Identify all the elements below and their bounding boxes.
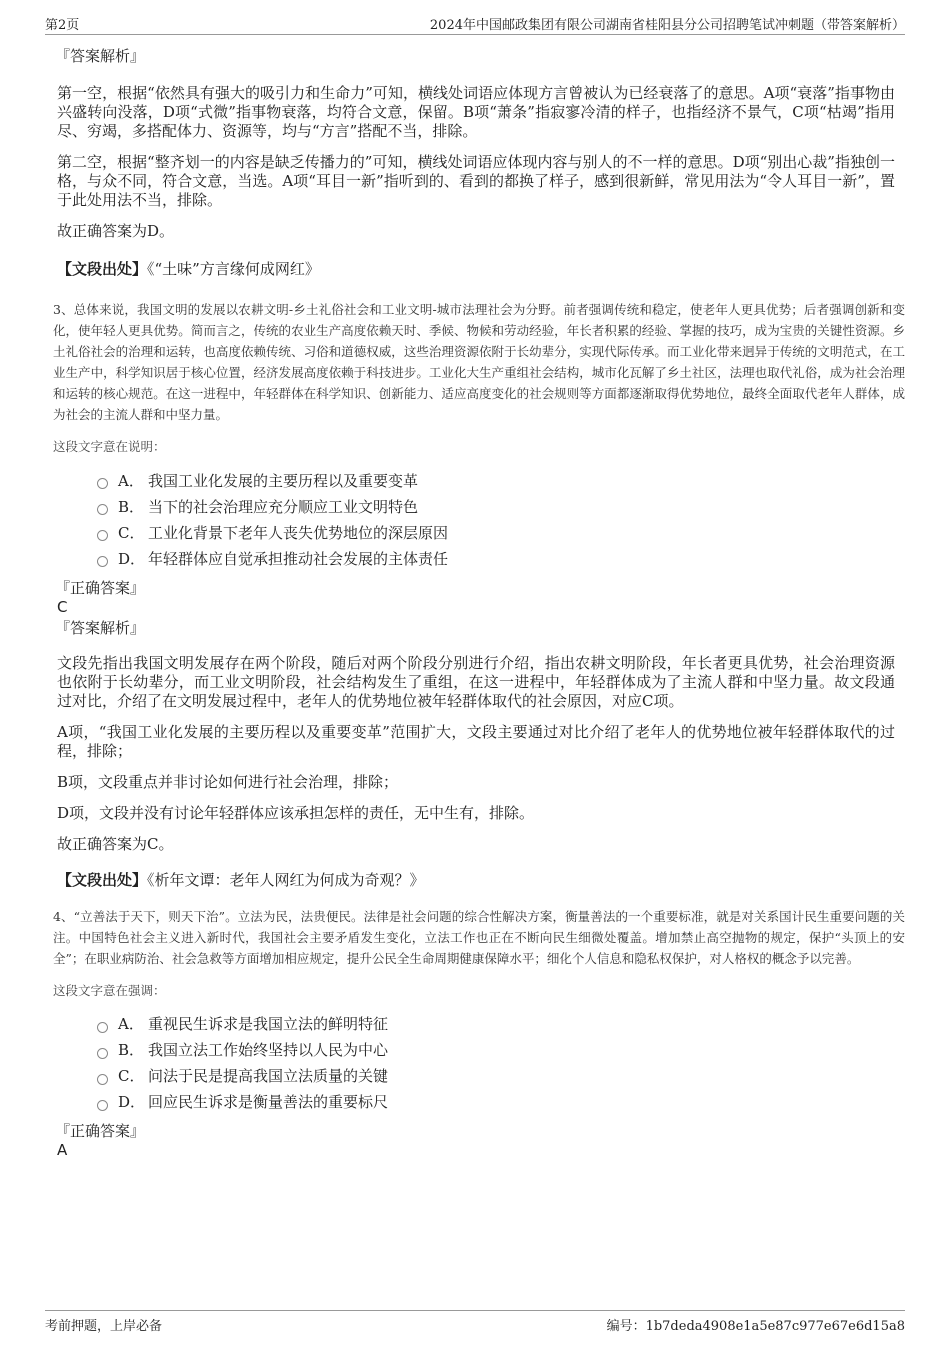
analysis-label: 『答案解析』: [55, 618, 146, 637]
analysis-paragraph: 第一空，根据“依然具有强大的吸引力和生命力”可知，横线处词语应体现方言曾被认为已经衰落了的意思。A项“衰落”指事物由兴盛转向没落，D项“式微”指事物衰落，均符合文意，保留。B项“萧条”指寂寥冷清的样子，也指经济不景气，C项“枯竭”指用尽、穷竭，多搭配体力、资源等，均与“方言”搭配不当，排除。: [57, 84, 895, 140]
analysis-paragraph: 第二空，根据“整齐划一的内容是缺乏传播力的”可知，横线处词语应体现内容与别人的不一样的意思。D项“别出心裁”指独创一格，与众不同，符合文意，当选。A项“耳目一新”指听到的、看到的都换了样子，感到很新鲜，常见用法为“令人耳目一新”，置于此处用法不当，排除。: [57, 153, 895, 209]
correct-answer: A: [57, 1141, 68, 1159]
page-content: [45, 40, 905, 1159]
radio-icon[interactable]: [97, 1048, 108, 1059]
option-d[interactable]: D． 回应民生诉求是衡量善法的重要标尺: [97, 1089, 905, 1115]
radio-icon[interactable]: [97, 1100, 108, 1111]
source-label: 【文段出处】: [57, 260, 148, 278]
radio-icon[interactable]: [97, 1074, 108, 1085]
source-title: 《“土味”方言缘何成网红》: [147, 260, 320, 278]
radio-icon[interactable]: [97, 478, 108, 489]
answer-label: 『正确答案』: [55, 1122, 146, 1140]
question-3-prompt: 这段文字意在说明：: [53, 439, 166, 454]
option-a[interactable]: A． 重视民生诉求是我国立法的鲜明特征: [97, 1011, 905, 1037]
radio-icon[interactable]: [97, 504, 108, 515]
document-title: 2024年中国邮政集团有限公司湖南省桂阳县分公司招聘笔试冲刺题（带答案解析）: [429, 18, 905, 33]
option-c[interactable]: C． 工业化背景下老年人丧失优势地位的深层原因: [97, 520, 905, 546]
analysis-paragraph: 文段先指出我国文明发展存在两个阶段，随后对两个阶段分别进行介绍，指出农耕文明阶段，年长者更具优势，社会治理资源也依附于长幼辈分，而工业文明阶段，社会结构发生了重组，在这一进程中，年轻群体成为了主流人群和中坚力量。故文段通过对比，介绍了在文明发展过程中，老年人的优势地位被年轻群体取代的社会原因，对应C项。: [57, 653, 895, 710]
page-number: 第2页: [45, 18, 80, 33]
option-c[interactable]: C． 问法于民是提高我国立法质量的关键: [97, 1063, 905, 1089]
correct-answer: C: [57, 597, 68, 616]
analysis-paragraph: A项，“我国工业化发展的主要历程以及重要变革”范围扩大，文段主要通过对比介绍了老年人的优势地位被年轻群体取代的过程，排除；: [57, 722, 895, 760]
radio-icon[interactable]: [97, 556, 108, 567]
question-3-options: [97, 468, 905, 572]
question-4-stem: 4、“立善法于天下，则天下治”。立法为民，法贵便民。法律是社会问题的综合性解决方案，衡量善法的一个重要标准，就是对关系国计民生重要问题的关注。中国特色社会主义进入新时代，我国社会主要矛盾发生变化，立法工作也正在不断向民生细微处覆盖。增加禁止高空抛物的规定，保护“头顶上的安全”；在职业病防治、社会急救等方面增加相应规定，提升公民全生命周期健康保障水平；细化个人信息和隐私权保护，对人格权的概念予以完善。: [53, 908, 905, 966]
radio-icon[interactable]: [97, 530, 108, 541]
radio-icon[interactable]: [97, 1022, 108, 1033]
option-a[interactable]: A． 我国工业化发展的主要历程以及重要变革: [97, 468, 905, 494]
footer-id: 编号：1b7deda4908e1a5e87c977e67e6d15a8: [606, 1319, 905, 1334]
page-footer: [45, 1310, 905, 1335]
analysis-paragraph: B项，文段重点并非讨论如何进行社会治理，排除；: [57, 772, 399, 791]
source-title: 《析年文谭：老年人网红为何成为奇观？》: [147, 870, 425, 889]
page-header: [45, 14, 905, 35]
source-line: [57, 870, 905, 890]
analysis-label: 『答案解析』: [55, 47, 146, 65]
source-line: [57, 259, 905, 279]
footer-slogan: 考前押题，上岸必备: [45, 1319, 163, 1334]
question-4-prompt: 这段文字意在强调：: [53, 982, 166, 998]
option-b[interactable]: B． 我国立法工作始终坚持以人民为中心: [97, 1037, 905, 1063]
conclusion: 故正确答案为C。: [57, 834, 174, 853]
answer-label: 『正确答案』: [55, 578, 146, 597]
analysis-paragraph: D项，文段并没有讨论年轻群体应该承担怎样的责任，无中生有，排除。: [57, 803, 535, 822]
question-3-stem: 3、总体来说，我国文明的发展以农耕文明-乡土礼俗社会和工业文明-城市法理社会为分野。前者强调传统和稳定，使老年人更具优势；后者强调创新和变化，使年轻人更具优势。简而言之，传统的农业生产高度依赖天时、季候、物候和劳动经验，年长者积累的经验、掌握的技巧，成为宝贵的关键性资源。乡土礼俗社会的治理和运转，也高度依赖传统、习俗和道德权威，这些治理资源依附于长幼辈分，实现代际传承。而工业化带来迥异于传统的文明范式，在工业生产中，科学知识居于核心位置，经济发展高度依赖于科技进步。工业化大生产重组社会结构，城市化瓦解了乡土社区，法理也取代礼俗，成为社会治理和运转的核心规范。在这一进程中，年轻群体在科学知识、创新能力、适应高度变化的社会规则等方面都逐渐取得优势地位，最终全面取代老年人群体，成为社会的主流人群和中坚力量。: [53, 302, 905, 422]
question-4-options: [97, 1011, 905, 1115]
option-d[interactable]: D． 年轻群体应自觉承担推动社会发展的主体责任: [97, 546, 905, 572]
option-b[interactable]: B． 当下的社会治理应充分顺应工业文明特色: [97, 494, 905, 520]
conclusion: 故正确答案为D。: [57, 222, 175, 240]
source-label: 【文段出处】: [57, 870, 148, 889]
